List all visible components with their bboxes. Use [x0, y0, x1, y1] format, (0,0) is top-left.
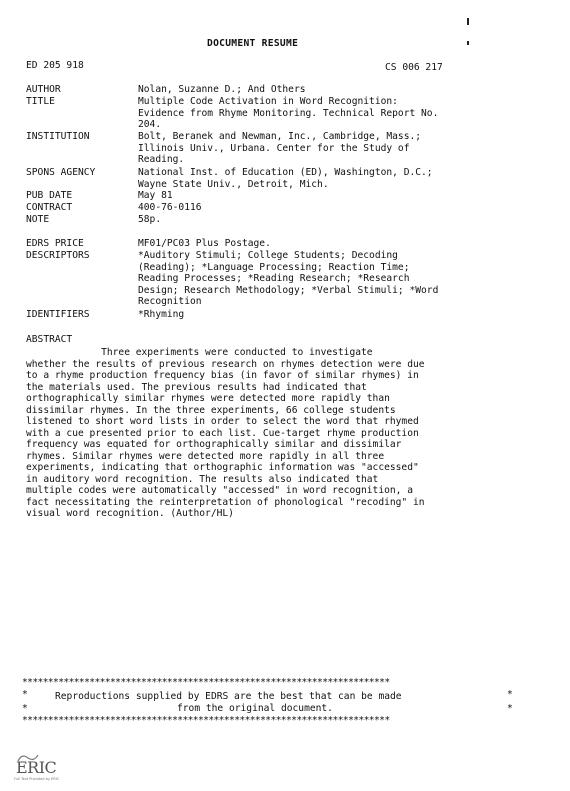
clearinghouse-number: CS 006 217 — [385, 62, 443, 73]
star-border-top: *********************************************************************** — [22, 677, 390, 688]
field-value: Nolan, Suzanne D.; And Others — [138, 84, 306, 95]
field-label: TITLE — [26, 96, 55, 107]
field-label: CONTRACT — [26, 202, 73, 213]
field-value: MF01/PC03 Plus Postage. — [138, 238, 271, 249]
field-label: INSTITUTION — [26, 131, 90, 142]
field-value: *Rhyming — [138, 309, 185, 320]
star-border-bottom: *********************************************************************** — [22, 715, 390, 726]
star-border-left: * — [22, 703, 28, 714]
field-value: 58p. — [138, 214, 162, 225]
abstract-text: Three experiments were conducted to investigate whether the results of previous research on rhymes detection were due to a rhyme production frequency bias (in favor of similar rhymes) in the materials used. The previous results had indicated that orthographically similar rhymes were detected more rapidly than dissimilar rhymes. In the three experiments, 66 college students listened to short word lists in order to select the word that rhymed with a cue presented prior to each list. Cue-target rhyme production frequency was equated for orthographically similar and dissimilar rhymes. Similar rhymes were detected more rapidly in all three experiments, indicating that orthographic information was "accessed" in auditory word recognition. The results also indicated that multiple codes were automatically "accessed" in word recognition, a fact necessitating the reinterpretation of phonological "recoding" in visual word recognition. (Author/HL) — [26, 347, 425, 519]
star-border-right: * — [507, 689, 513, 700]
field-label: EDRS PRICE — [26, 238, 84, 249]
star-border-left: * — [22, 689, 28, 700]
eric-logo-subtext: Full Text Provided by ERIC — [14, 777, 60, 781]
field-value: 400-76-0116 — [138, 202, 202, 213]
field-value: National Inst. of Education (ED), Washington, D.C.; Wayne State Univ., Detroit, Mich. — [138, 167, 433, 190]
star-border-right: * — [507, 703, 513, 714]
field-value: May 81 — [138, 190, 173, 201]
field-label: NOTE — [26, 214, 50, 225]
field-label: SPONS AGENCY — [26, 167, 96, 178]
reproduction-notice-line2: from the original document. — [177, 703, 333, 714]
reproduction-notice: Reproductions supplied by EDRS are the best that can be made — [55, 691, 402, 702]
eric-logo-text: ERIC — [16, 758, 57, 777]
field-label: DESCRIPTORS — [26, 250, 90, 261]
field-value: Bolt, Beranek and Newman, Inc., Cambridge, Mass.; Illinois Univ., Urbana. Center for the Study of Reading. — [138, 131, 422, 165]
eric-logo — [14, 752, 60, 782]
scan-mark — [467, 18, 469, 25]
document-title: DOCUMENT RESUME — [207, 38, 299, 49]
field-value: Multiple Code Activation in Word Recognition: Evidence from Rhyme Monitoring. Technical Report No. 204. — [138, 96, 439, 130]
field-label: PUB DATE — [26, 190, 73, 201]
abstract-label: ABSTRACT — [26, 334, 73, 345]
field-value: *Auditory Stimuli; College Students; Decoding (Reading); *Language Processing; Reaction Time; Reading Processes; *Reading Research; *Research Design; Research Methodology; *Verbal Stimuli; *Word Recognition — [138, 250, 439, 307]
scan-mark — [467, 41, 469, 45]
ed-document-number: ED 205 918 — [26, 60, 84, 71]
field-label: AUTHOR — [26, 84, 61, 95]
field-label: IDENTIFIERS — [26, 309, 90, 320]
